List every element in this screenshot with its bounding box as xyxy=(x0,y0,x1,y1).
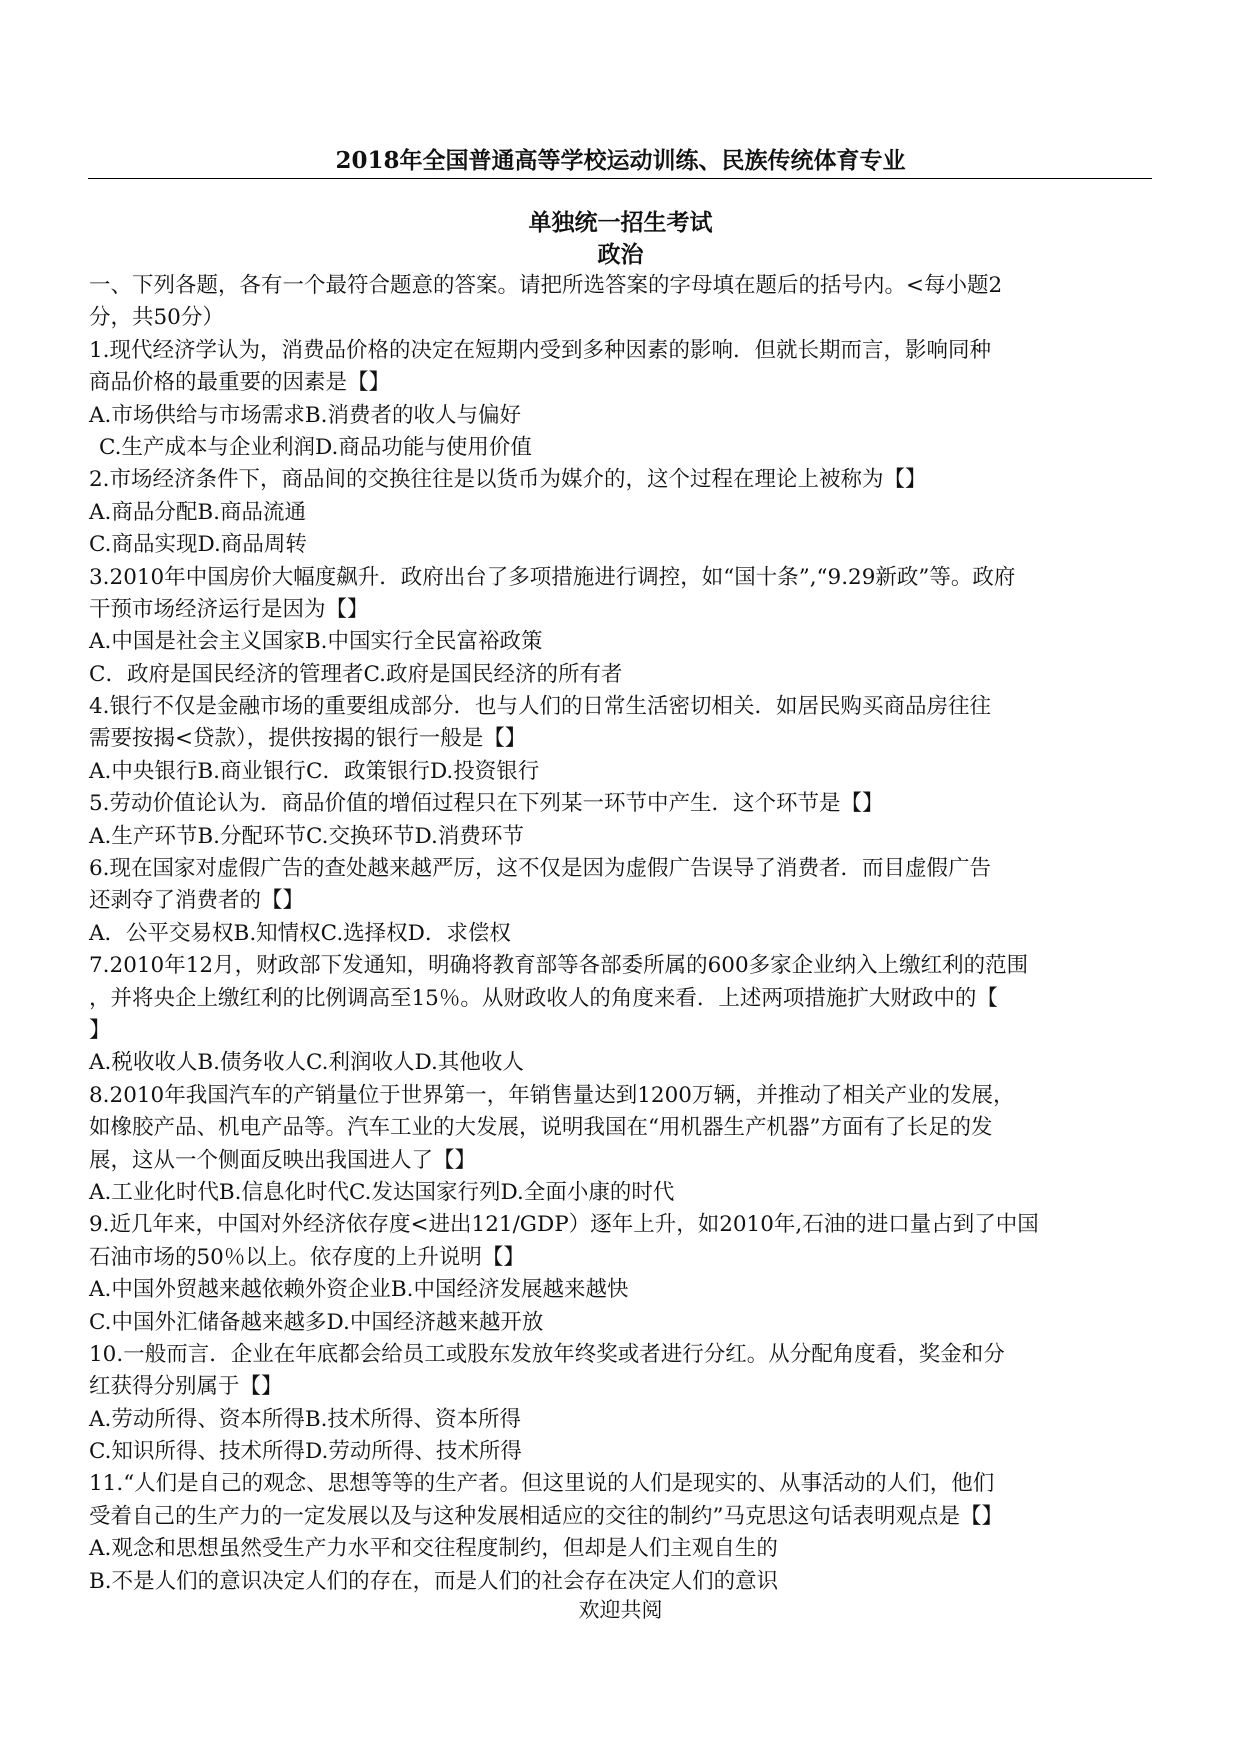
text-line: C.生产成本与企业利润D.商品功能与使用价值 xyxy=(99,434,532,460)
text-line: A.市场供给与市场需求B.消费者的收人与偏好 xyxy=(89,402,521,428)
text-line: 分，共50分） xyxy=(89,305,224,331)
text-line: 还剥夺了消费者的【】 xyxy=(89,888,305,914)
text-line: C.商品实现D.商品周转 xyxy=(89,532,307,558)
text-line: 5.劳动价值论认为．商品价值的增佰过程只在下列某一环节中产生．这个环节是【】 xyxy=(89,791,884,817)
text-line: 3.2010年中国房价大幅度飙升．政府出台了多项措施进行调控，如“国十条”,“9.29新政”等。政府 xyxy=(89,564,1016,590)
text-line: A.中央银行B.商业银行C．政策银行D.投资银行 xyxy=(89,758,540,784)
text-line: A.中国是社会主义国家B.中国实行全民富裕政策 xyxy=(89,629,543,655)
subject-heading: 政治 xyxy=(597,241,644,268)
text-line: 1.现代经济学认为，消费品价格的决定在短期内受到多种因素的影响．但就长期而言，影响同种 xyxy=(89,337,992,363)
text-line: A.工业化时代B.信息化时代C.发达国家行列D.全面小康的时代 xyxy=(89,1179,675,1205)
text-line: A.生产环节B.分配环节C.交换环节D.消费环节 xyxy=(89,823,524,849)
text-line: A.中国外贸越来越依赖外资企业B.中国经济发展越来越快 xyxy=(89,1277,629,1303)
text-line: 11.“人们是自己的观念、思想等等的生产者。但这里说的人们是现实的、从事活动的人们，他们 xyxy=(89,1471,995,1497)
text-line: C.知识所得、技术所得D.劳动所得、技术所得 xyxy=(89,1439,522,1465)
text-line: A.观念和思想虽然受生产力水平和交往程度制约，但却是人们主观自生的 xyxy=(89,1536,778,1562)
text-line: 如橡胶产品、机电产品等。汽车工业的大发展，说明我国在“用机器生产机器”方面有了长足的发 xyxy=(89,1115,993,1141)
text-line: 】 xyxy=(89,1017,111,1043)
text-line: 4.银行不仅是金融市场的重要组成部分．也与人们的日常生活密切相关．如居民购买商品房往往 xyxy=(89,694,992,720)
text-line: 8.2010年我国汽车的产销量位于世界第一，年销售量达到1200万辆，并推动了相关产业的发展， xyxy=(89,1082,1015,1108)
text-line: B.不是人们的意识决定人们的存在，而是人们的社会存在决定人们的意识 xyxy=(89,1568,779,1594)
text-line: A.商品分配B.商品流通 xyxy=(89,499,306,525)
text-line: A．公平交易权B.知情权C.选择权D．求偿权 xyxy=(89,920,511,946)
text-line: 红获得分别属于【】 xyxy=(89,1374,283,1400)
text-line: 2.市场经济条件下，商品间的交换往往是以货币为媒介的，这个过程在理论上被称为【】 xyxy=(89,467,927,493)
text-line: C．政府是国民经济的管理者C.政府是国民经济的所有者 xyxy=(89,661,623,687)
text-line: 6.现在国家对虚假广告的查处越来越严厉，这不仅是因为虚假广告误导了消费者．而目虚假广告 xyxy=(89,856,992,882)
text-line: A.劳动所得、资本所得B.技术所得、资本所得 xyxy=(89,1406,521,1432)
exam-subtitle: 单独统一招生考试 xyxy=(528,209,713,236)
question-body xyxy=(89,270,1153,1598)
page-footer: 欢迎共阅 xyxy=(578,1598,663,1622)
text-line: 商品价格的最重要的因素是【】 xyxy=(89,370,391,396)
text-line: 石油市场的50％以上。依存度的上升说明【】 xyxy=(89,1244,525,1270)
text-line: 需要按揭<贷款），提供按揭的银行一般是【】 xyxy=(89,726,527,752)
text-line: 展，这从一个侧面反映出我国进人了【】 xyxy=(89,1147,477,1173)
exam-title: 2018年全国普通高等学校运动训练、民族传统体育专业 xyxy=(335,147,906,174)
text-line: 7.2010年12月，财政部下发通知，明确将教育部等各部委所属的600多家企业纳入上缴红利的范围 xyxy=(89,953,1029,979)
text-line: 干预市场经济运行是因为【】 xyxy=(89,596,369,622)
text-line: 受着自己的生产力的一定发展以及与这种发展相适应的交往的制约”马克思这句话表明观点是【】 xyxy=(89,1503,1003,1529)
text-line: A.税收收人B.债务收人C.利润收人D.其他收人 xyxy=(89,1050,524,1076)
title-divider xyxy=(88,178,1152,179)
text-line: 9.近几年来，中国对外经济依存度<进出121/GDP）逐年上升，如2010年,石油的进口量占到了中国 xyxy=(89,1212,1039,1238)
text-line: C.中国外汇储备越来越多D.中国经济越来越开放 xyxy=(89,1309,544,1335)
text-line: ，并将央企上缴红利的比例调高至15％。从财政收人的角度来看．上述两项措施扩大财政中的【 xyxy=(89,985,998,1011)
text-line: 一、下列各题，各有一个最符合题意的答案。请把所选答案的字母填在题后的括号内。<每小题2 xyxy=(89,273,1003,298)
text-line: 10.一般而言．企业在年底都会给员工或股东发放年终奖或者进行分红。从分配角度看，奖金和分 xyxy=(89,1341,1005,1367)
